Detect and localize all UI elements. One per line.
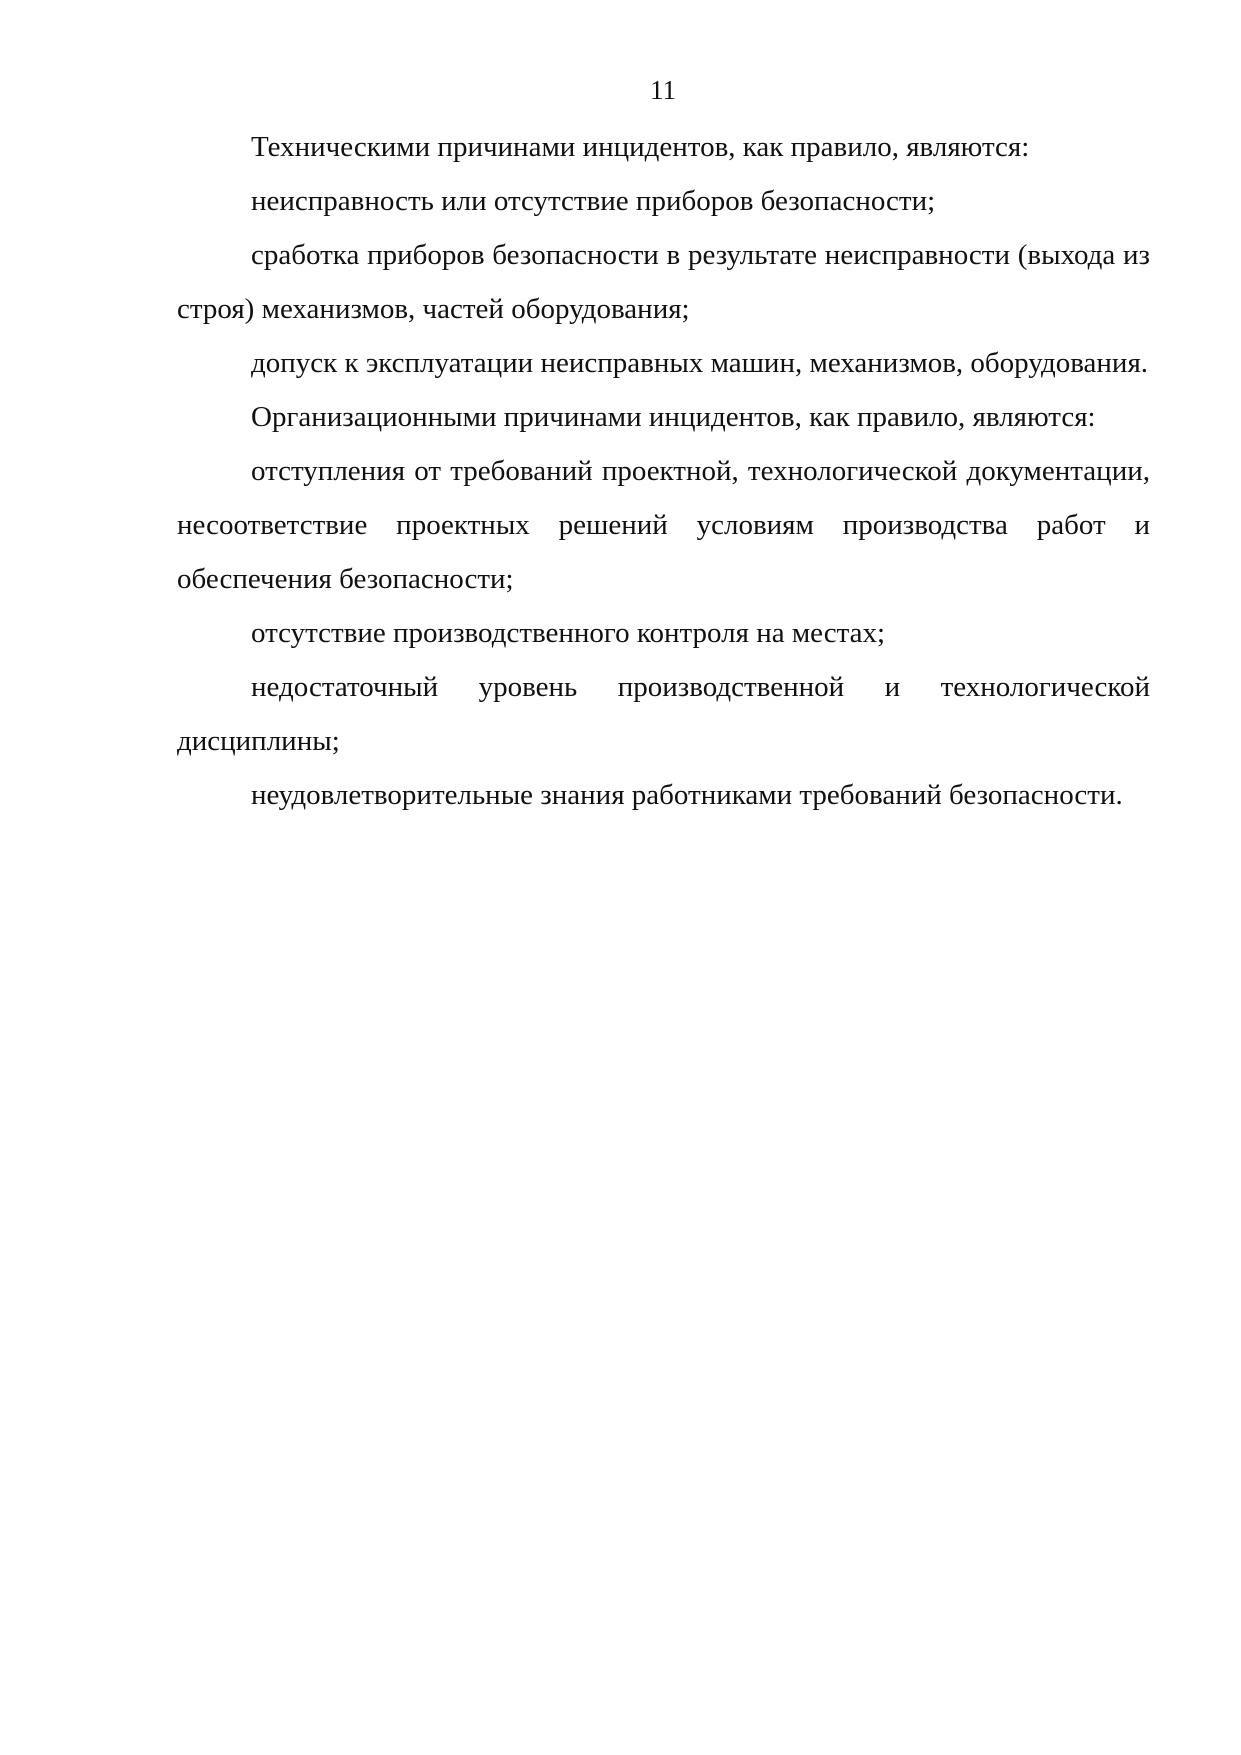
page-number: 11 <box>650 75 676 105</box>
paragraph-safety-device-triggering: сработка приборов безопасности в результате неисправности (выхода из строя) механизмов, частей оборудования; <box>177 239 1150 325</box>
paragraph-technical-causes-intro: Техническими причинами инцидентов, как правило, являются: <box>251 131 1030 163</box>
paragraph-organizational-causes-intro: Организационными причинами инцидентов, как правило, являются: <box>251 401 1096 433</box>
paragraph-faulty-equipment-admission: допуск к эксплуатации неисправных машин, механизмов, оборудования. <box>251 347 1149 379</box>
paragraph-deviation-from-requirements: отступления от требований проектной, технологической документации, несоответствие проектных решений условиям производства работ и обеспечения безопасности; <box>177 455 1150 595</box>
paragraph-faulty-safety-devices: неисправность или отсутствие приборов безопасности; <box>251 185 936 217</box>
document-body <box>177 120 1150 822</box>
paragraph-unsatisfactory-knowledge: неудовлетворительные знания работниками требований безопасности. <box>251 779 1123 811</box>
paragraph-no-production-control: отсутствие производственного контроля на местах; <box>251 617 886 649</box>
paragraph-insufficient-discipline: недостаточный уровень производственной и технологической дисциплины; <box>177 671 1150 757</box>
